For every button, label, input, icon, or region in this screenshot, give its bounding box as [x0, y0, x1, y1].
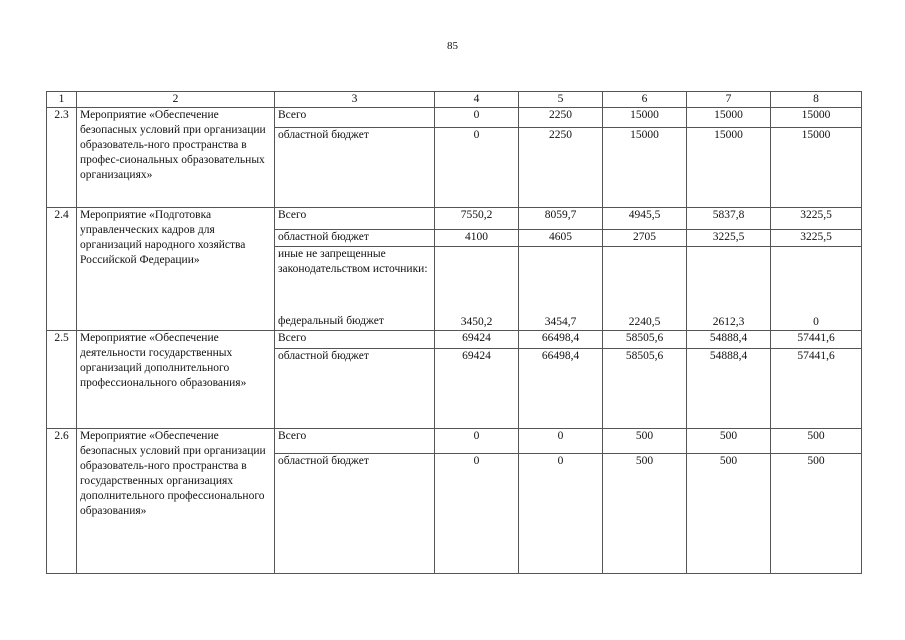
col-header-2: 2 [77, 92, 275, 108]
value-cell: 0 [435, 128, 519, 208]
table-row [47, 208, 862, 230]
funding-source: областной бюджет [275, 230, 435, 247]
value-cell: 2240,5 [603, 247, 687, 331]
funding-source: Всего [275, 108, 435, 128]
value-cell: 58505,6 [603, 349, 687, 429]
col-header-4: 4 [435, 92, 519, 108]
value-cell: 4605 [519, 230, 603, 247]
table-row [47, 108, 862, 128]
col-header-6: 6 [603, 92, 687, 108]
table-row [47, 331, 862, 349]
value-cell: 0 [519, 454, 603, 574]
value-cell: 15000 [771, 128, 862, 208]
budget-table [46, 91, 862, 574]
value-cell: 500 [603, 454, 687, 574]
value-cell: 0 [519, 429, 603, 454]
value-cell: 4945,5 [603, 208, 687, 230]
header-row [47, 92, 862, 108]
funding-source: Всего [275, 208, 435, 230]
value-cell: 0 [435, 429, 519, 454]
value-cell: 3225,5 [771, 230, 862, 247]
funding-source: федеральный бюджет [278, 315, 384, 327]
row-number: 2.5 [47, 331, 77, 429]
value-cell: 0 [771, 247, 862, 331]
value-cell: 66498,4 [519, 331, 603, 349]
funding-source: Всего [275, 429, 435, 454]
value-cell: 500 [771, 429, 862, 454]
funding-source: областной бюджет [275, 128, 435, 208]
table-row [47, 429, 862, 454]
value-cell: 3225,5 [771, 208, 862, 230]
value-cell: 3225,5 [687, 230, 771, 247]
funding-source: областной бюджет [275, 349, 435, 429]
value-cell: 69424 [435, 349, 519, 429]
value-cell: 7550,2 [435, 208, 519, 230]
value-cell: 3450,2 [435, 247, 519, 331]
value-cell: 57441,6 [771, 349, 862, 429]
value-cell: 4100 [435, 230, 519, 247]
activity-name: Мероприятие «Обеспечение деятельности государственных организаций дополнительного профессионального образования» [77, 331, 275, 429]
activity-name: Мероприятие «Подготовка управленческих кадров для организаций народного хозяйства Российской Федерации» [77, 208, 275, 331]
value-cell: 2705 [603, 230, 687, 247]
value-cell: 2612,3 [687, 247, 771, 331]
col-header-7: 7 [687, 92, 771, 108]
value-cell: 54888,4 [687, 331, 771, 349]
funding-source: Всего [275, 331, 435, 349]
value-cell: 500 [771, 454, 862, 574]
page-number: 85 [447, 40, 458, 52]
value-cell: 15000 [603, 128, 687, 208]
funding-source-cell [275, 247, 435, 331]
value-cell: 2250 [519, 108, 603, 128]
row-number: 2.4 [47, 208, 77, 331]
value-cell: 500 [687, 454, 771, 574]
value-cell: 500 [687, 429, 771, 454]
value-cell: 69424 [435, 331, 519, 349]
value-cell: 0 [435, 108, 519, 128]
value-cell: 66498,4 [519, 349, 603, 429]
col-header-5: 5 [519, 92, 603, 108]
value-cell: 57441,6 [771, 331, 862, 349]
value-cell: 2250 [519, 128, 603, 208]
value-cell: 500 [603, 429, 687, 454]
value-cell: 8059,7 [519, 208, 603, 230]
value-cell: 5837,8 [687, 208, 771, 230]
col-header-3: 3 [275, 92, 435, 108]
activity-name: Мероприятие «Обеспечение безопасных условий при организации образователь-ного пространства в профес-сиональных образовательных организациях» [77, 108, 275, 208]
funding-source: областной бюджет [275, 454, 435, 574]
value-cell: 54888,4 [687, 349, 771, 429]
value-cell: 15000 [771, 108, 862, 128]
value-cell: 15000 [687, 108, 771, 128]
value-cell: 3454,7 [519, 247, 603, 331]
col-header-8: 8 [771, 92, 862, 108]
value-cell: 15000 [687, 128, 771, 208]
funding-source-note: иные не запрещенные законодательством источники: [278, 248, 428, 275]
activity-name: Мероприятие «Обеспечение безопасных условий при организации образователь-ного пространства в государственных организациях дополнительного профессионального образования» [77, 429, 275, 574]
value-cell: 58505,6 [603, 331, 687, 349]
value-cell: 15000 [603, 108, 687, 128]
row-number: 2.3 [47, 108, 77, 208]
row-number: 2.6 [47, 429, 77, 574]
value-cell: 0 [435, 454, 519, 574]
col-header-1: 1 [47, 92, 77, 108]
